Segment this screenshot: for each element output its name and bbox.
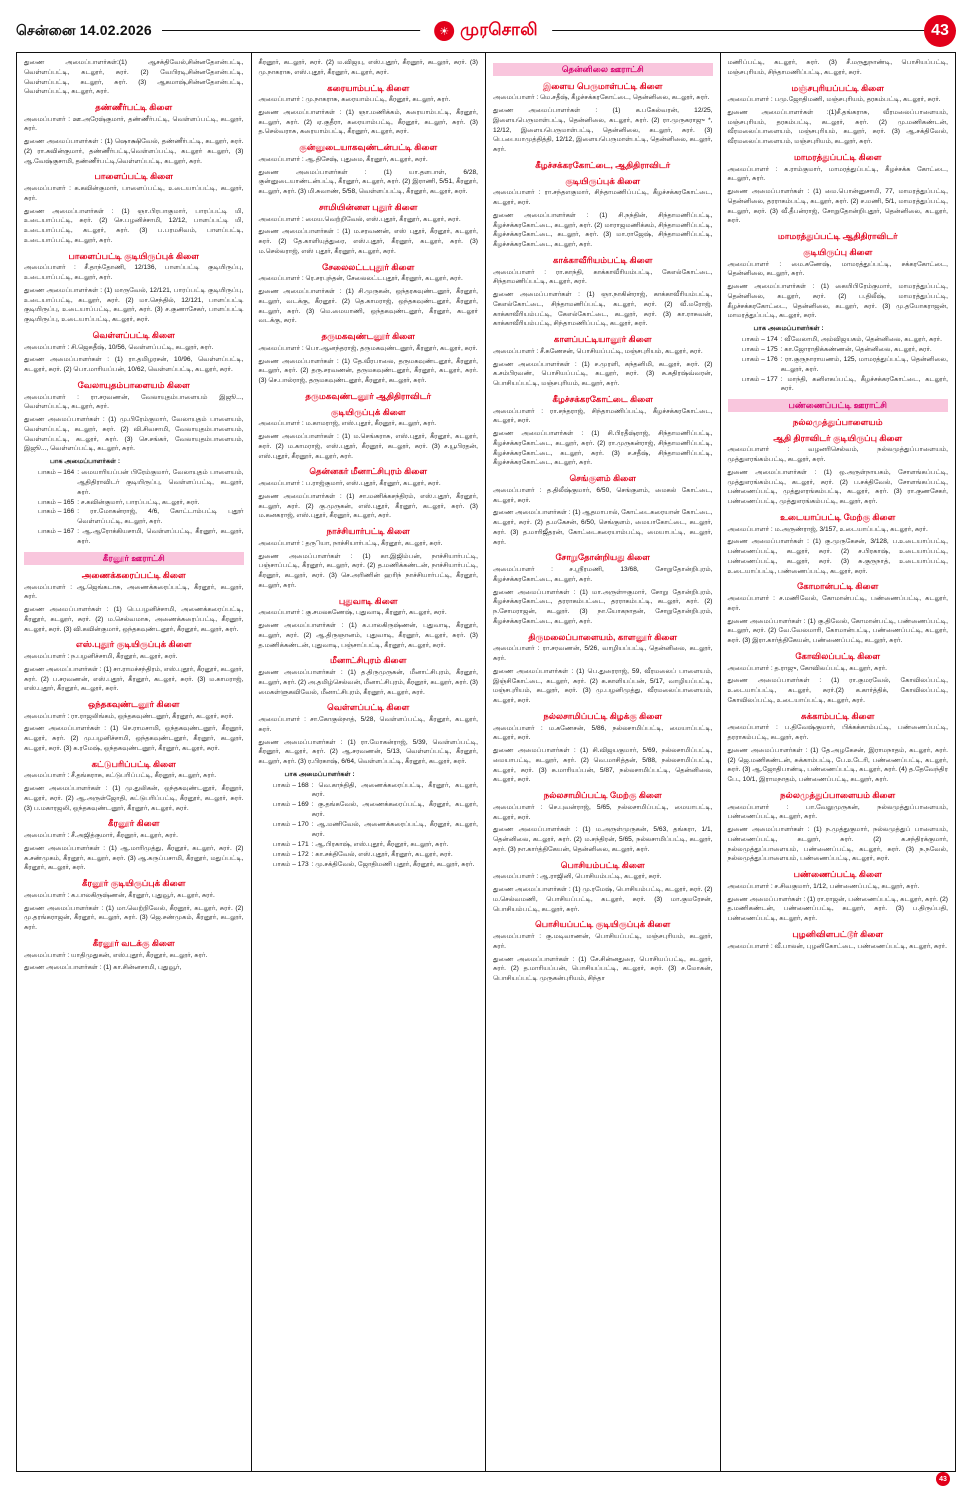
part-number: பாகம் – 173	[272, 860, 309, 868]
branch-heading: எஸ்.புதூர் குடியிருப்புக் கிளை	[76, 639, 192, 650]
branch-heading: சேலைலட்டபுதூர் கிளை	[322, 261, 415, 272]
branch-heading: பண்ணைப்பட்டி கிளை	[793, 869, 882, 880]
branch-heading: கோமான்பட்டி கிளை	[797, 581, 879, 592]
part-row	[24, 498, 244, 508]
branch-heading: வெள்ளப்பட்டி கிளை	[327, 702, 410, 713]
branch-heading: தருமகவுண்டனூர் ஆதிதிராவிடர்	[305, 390, 432, 401]
panchayat-heading: தென்னிலை ஊராட்சி	[493, 63, 713, 76]
part-text: : ரா.குருநாராயணம், 125, மாமரத்துப்பட்டி, தென்னிலை, கடலூர், சுரர்.	[780, 355, 948, 373]
part-row	[24, 527, 244, 547]
part-number: பாகம் – 167	[38, 528, 75, 536]
body-paragraph: துணை அமைப்பாளர்கள் : (1) சி.நந்தின், சிந்தாமணிப்பட்டி, கீழச்சக்கரகோட்டை, கடலூர், சுரர். (2) மாராஜமணிக்கம், சிந்தாமணிப்பட்டி, கீழச்சக்கரகோட்டை, கடலூர், சுரர். (3) மா.ராஜேஷ், சிந்தாமணிப்பட்டி, கீழச்சக்கரகோட்டை, கடலூர், சுரர்.	[493, 211, 713, 249]
body-paragraph: துணை அமைப்பாளர்கள் : (1) சி.பிரதீஷ்ராஜ், சிந்தாமணிப்பட்டி, கீழச்சக்கரகோட்டை, கடலூர், சுரர். (2) ரா.முருகன்ராஜ், சிந்தாமணிப்பட்டி, கீழச்சக்கரகோட்டை, கடலூர், சுரர். (3) ச.சதீஷ், சிந்தாமணிப்பட்டி, கீழச்சக்கரகோட்டை, கடலூர், சுரர்.	[493, 430, 713, 467]
paper-title: முரசொலி	[460, 20, 538, 39]
branch-heading: நல்லமுத்துப்பாளையம் கிளை	[780, 789, 896, 800]
body-paragraph: துணை அமைப்பாளர்கள் : (1) ரா.ராஜன், பண்ணைப்பட்டி, கடலூர், சுரர். (2) த.மணிகண்டன், பண்ணைப்பட்டி, கடலூர், சுரர். (3) ப.திருப்பதி, பண்ணைப்பட்டி, கடலூர், சுரர்.	[727, 895, 948, 923]
body-paragraph: துணை அமைப்பாளர்கள் : (1) மாருவேல், 12/121, பாரப்பட்டி குடியிருப்பு, உடையாப்பட்டி, கடலூர், சுரர். (2) மா.செந்தில், 12/121, பாளப்பட்டி குடியிருப்பு, உடையாப்பட்டி, கடலூர், சுரர். (3) ச.குணாசேகர், பாளப்பட்டி குடியிருப்பு, உடையாப்பட்டி, கடலூர், சுரர்.	[24, 286, 244, 324]
part-number: பாகம் – 168	[272, 781, 309, 789]
body-paragraph: துணை அமைப்பாளர்கள் : (1) ரா.குமரவேல், கோவிலப்பட்டி, உடையாப்பட்டி, கடலூர், சுரர்.(2) க.கார்த்திக், கோவிலப்பட்டி, கோவிலப்பட்டி, உடையாப்பட்டி, கடலூர், சுரர்.	[727, 677, 948, 704]
body-paragraph: அமைப்பாளர் : ம.அருண்ராஜ், 3/157, உடையாப்பட்டி, கடலூர், சுரர்.	[727, 525, 928, 533]
body-paragraph: துணை அமைப்பாளர்கள் : (1) ம.செங்கராசு, எஸ்.புதூர், கீரனூர், கடலூர், சுரர். (2) ம.காமராஜ், எஸ்.புதூர், கீரனூர், கடலூர், சுரர். (3) ச.யூபிரதன், எஸ்.புதூர், கீரனூர், கடலூர், சுரர்.	[258, 433, 478, 460]
part-list	[728, 335, 949, 394]
branch-heading: ஒந்தகவுண்டனூர் கிளை	[88, 699, 180, 709]
body-paragraph: துணை அமைப்பாளர்கள் : (1) கா.இஜிம்பன், நாச்சியார்பட்டி, பஞ்சாப்பட்டி, கீரனூர், கடலூர், சுரர். (2) த.மணிக்கண்டன், நாச்சியார்பட்டி, கீரனூர், கடலூர், சுரர். (3) செ.அரிணின் ஹரிந் நாச்சியார்பட்டி, கீரனூர், கடலூர், சுரர்.	[258, 552, 478, 589]
branch-heading: நாச்சியார்பட்டி கிளை	[326, 526, 410, 537]
part-text: : வெ.காந்திதி, அணைக்கரைப்பட்டி, கீரனூர், கடலூர், சுரர்.	[311, 781, 478, 799]
body-paragraph: கீரனூர், கடலூர், சுரர். (2) ம.விஜயு, எஸ்.புதூர், கீரனூர், கடலூர், சுரர். (3) மு.நாகராசு, எஸ்.புதூர், கீரனூர், கடலூர், சுரர்.	[258, 59, 478, 76]
branch-heading: குடியிருப்புக் கிளை	[565, 175, 641, 186]
body-paragraph: அமைப்பாளர் : ரா.காந்தி, காக்காவீரியம்பட்டி, கேஎல்கோட்டை, சிந்தாமணிப்பட்டி, கடலூர், சுரர்.	[493, 268, 713, 286]
body-paragraph: துணை அமைப்பாளர்கள் : (1) ஆதமாபால், கோட்டைகரையான் கோட்டை, கடலூர், சுரர். (2) த.மகேசன், 6/50, செங்குளம், மையாகோட்டை, கடலூர், சுரர். (3) த.மாரிஜீதரன், கோட்டைகரையாம்பட்டி, மையாபட்டி, கடலூர், சுரர்.	[493, 509, 713, 546]
body-paragraph: அமைப்பாளர் : ப.ராஜ்குமார், எஸ்.புதூர், கீரனூர், கடலூர், சுரர்.	[258, 480, 441, 488]
section-subheading: பாக அமைப்பாளர்கள் :	[753, 325, 824, 333]
body-paragraph: அமைப்பாளர் : பா.வேலுமுருகன், நல்லமுத்துப்பாளையம், பண்ணைப்பட்டி, கடலூர், சுரர்.	[727, 803, 948, 821]
body-paragraph: துணை அமைப்பாளர்கள் : (1) ஞா.மணிக்கம், கரையாம்பட்டி, கீரனூர், கடலூர், சுரர். (2) ஏ.குதீரா, கரையாம்பட்டி, கீரனூர், கடலூர், சுரர். (3) த.செல்வராசு, கரையாம்பட்டி, கீரனூர், கடலூர், சுரர்.	[258, 108, 478, 136]
body-paragraph: துணை அமைப்பாளர்கள் : (1) ம.அருள்முருகன், 5/63, தங்கரா, 1/1, தென்னிலை, கடலூர், சுரர். (2) ம.சந்திரன், 5/65, நல்லசாமிப்பட்டி, கடலூர், சுரர். (3) நா.கார்த்திகேயன், தென்னிலை, கடலூர், சுரர்.	[493, 826, 713, 853]
footer-page-number: 43	[936, 1472, 950, 1486]
branch-heading: தருமகவுண்டனூர் கிளை	[321, 331, 416, 342]
branch-heading: பாளைப்பட்டி கிளை	[94, 171, 174, 182]
part-text: : கா.சக்திவேல், எஸ்.புதூர், கீரனூர், கடலூர், சுரர்.	[311, 850, 453, 858]
part-row	[728, 335, 949, 345]
body-paragraph: அமைப்பாளர் : கு.மடிவாணன், பொசியப்பட்டி, மஞ்சபுரியம், கடலூர், சுரர்.	[493, 933, 713, 950]
body-paragraph: துணை அமைப்பாளர்கள் : (1) சி.விஜயகுமார், 5/69, நல்லசாமிப்பட்டி, மையாபட்டி, கடலூர், சுரர். (2) வெ.மாசித்தன், 5/88, நல்லசாமிப்பட்டி, கடலூர், சுரர். (3) சு.மாரியப்பன், 5/87, நல்லசாமிப்பட்டி, தென்னிலை, கடலூர், சுரர்.	[493, 747, 713, 784]
branch-heading: சுக்காம்பட்டி கிளை	[801, 710, 875, 721]
part-text: : கா.ஜோராதிக்கண்ணன், தென்னிலை, கடலூர், சுரர்.	[780, 345, 932, 353]
part-text: : ஆ.பிரகாஷ், எஸ்.புதூர், கீரனூர், கடலூர், சுரர்.	[311, 840, 449, 848]
body-paragraph: அமைப்பாளர் : க.பாலகிருஷ்ணன், கீரனூர், புதுவூர், கடலூர், சுரர்.	[24, 891, 215, 899]
body-paragraph: அமைப்பாளர் : சீ.தாந்தோணி, 12/136, பாளப்பட்டி குடியிருப்பு, உடையாப்பட்டி, கடலூர், சுரர்.	[24, 264, 244, 282]
body-paragraph: துணை அமைப்பாளர்கள் : (1) க.பகேல்வரன், 12/25, இளையபெருமாள்பட்டி, தென்னிலை, கடலூர், சுரர். (2) ரா.முருகராஜு *, 12/12, இளையபெருமாள்பட்டி, தென்னிலை, கடலூர், சுரர். (3) பெ.பையாமுத்தித்தி, 12/12, இளையபெருமாள்பட்டி, தென்னிலை, கடலூர், சுரர்.	[493, 107, 713, 154]
body-paragraph: அமைப்பாளர் : ஆ.ஜெங்கடாசு, அணைக்கரைப்பட்டி, கீரனூர், கடலூர், சுரர்.	[24, 583, 244, 601]
branch-heading: மஞ்சபுரியப்பட்டி கிளை	[791, 82, 885, 93]
body-paragraph: அமைப்பாளர் : வீ.பாலன், புழனிகோட்டை, பண்ணைப்பட்டி, கடலூர், சுரர்.	[727, 942, 947, 950]
body-paragraph: துணை அமைப்பாளர்கள் : (1) ந.முத்துகுமார், நல்லமுத்துப் பாளையம், பண்ணைப்பட்டி, கடலூர், சுரர். (2) க.சந்திரக்குமார், நல்லமுத்துப்பாளையம், பண்ணைப்பட்டி, கடலூர், சுரர். (3) ந.நவேல், நல்லமுத்துப்பாளையம், பண்ணைப்பட்டி, கடலூர், சுரர்.	[727, 826, 948, 863]
article-columns	[16, 52, 956, 1472]
body-paragraph: துணை அமைப்பாளர்கள் : (1) கு.திவேல், கோமான்பட்டி, பண்ணைப்பட்டி, கடலூர், சுரர். (2) வே.வேலமாரி, கோமான்பட்டி, பண்ணைப்பட்டி, கடலூர், சுரர். (3) இரா.கார்த்திகேயன், பண்ணைப்பட்டி, கடலூர், சுரர்.	[727, 617, 948, 645]
body-paragraph: துணை அமைப்பாளர்கள் : (1) செ.ராமசாமி, ஒந்தகவுண்டனூர், கீரனூர், கடலூர், சுரர். (2) மு.பழனிச்சாமி, ஒந்தகவுண்டனூர், கீரனூர், கடலூர், கடலூர், சுரர். (3) க.ரமேஷ், ஒந்தகவுண்டனூர், கீரனூர், கடலூர், சுரர்.	[24, 725, 244, 752]
branch-heading: பொசியம்பட்டி கிளை	[560, 859, 645, 870]
body-paragraph: அமைப்பாளர் : ரெ.சரபுந்தன், சேலைலட்டபுதூர், கீரனூர், கடலூர், சுரர்.	[258, 275, 463, 283]
page-number-badge: 43	[924, 15, 956, 47]
body-paragraph: துணை அமைப்பாளர்கள் : (1) ரா.தமிழரசன், 10/96, வெள்ளப்பட்டி, கடலூர், சுரர். (2) பொ.மாரியப்பன், 10/62, வெள்ளப்பட்டி, கடலூர், சுரர்.	[24, 356, 244, 374]
branch-heading: உடையாப்பட்டி மேற்கு கிளை	[780, 511, 896, 522]
branch-heading: வெள்ளப்பட்டி கிளை	[92, 329, 175, 340]
body-paragraph: அமைப்பாளர் : சி.ஜெகதீஷ், 10/56, வெள்ளப்பட்டி, கடலூர், சுரர்.	[24, 343, 214, 351]
body-paragraph: துணை அமைப்பாளர்கள் : (1) ஞா.பிரபாகுமார், பாரப்பட்டி மி, உடையாப்பட்டி, சுரர். (2) செ.பழனிச்சாமி, 12/12, பாளப்பட்டி மி, உடையாப்பட்டி, கடலூர், சுரர். (3) ப.பரமசிவம், பாளப்பட்டி, உடையாப்பட்டி, கடலூர், சுரர்.	[24, 207, 244, 244]
branch-heading: சாமியின்னள புதூர் கிளை	[318, 201, 418, 212]
body-paragraph: துணை அமைப்பாளர்கள் : (1) பெ.பழனிச்சாமி, அணைக்கரைப்பட்டி, கீரனூர், கடலூர், சுரர். (2) ம.செல்வமாசு, அணைக்கரைப்பட்டி, கீரனூர், கடலூர், சுரர். (3) வி.கவின்குமார், ஒந்தகவுண்டனூர், கீரனூர், கடலூர், சுரர்.	[24, 606, 244, 633]
branch-heading: நல்லசாமிப்பட்டி கிழக்கு கிளை	[543, 710, 663, 721]
part-text: : ஆ.மணிவேல், அணைக்கரைப்பட்டி, கீரனூர், கடலூர், சுரர்.	[311, 821, 478, 839]
branch-heading: புழனிவிளபட்டூர் கிளை	[792, 928, 884, 939]
part-row	[728, 345, 949, 355]
part-text: : மு.சக்திவேல், ஜோதிமணி புதூர், கீரனூர், கடலூர், சுரர்.	[311, 860, 475, 868]
body-paragraph: துணை அமைப்பாளர்கள் : (1) மா.வெற்றிவேல், கீரனூர், கடலூர், சுரர். (2) மு.தரங்கராஜன், கீரனூர், கடலூர், சுரர். (3) ஜெ.சண்முகம், கீரனூர், கடலூர், சுரர்.	[24, 904, 244, 932]
branch-heading: திருமலைப்பாளையம், காளனூர் கிளை	[528, 631, 678, 642]
part-row	[259, 840, 479, 850]
body-paragraph: அமைப்பாளர் : பொ.ஆனந்தராஜ், தருமகவுண்டனூர், கீரனூர், கடலூர், சுரர்.	[258, 344, 478, 352]
body-paragraph: அமைப்பாளர் : ஆ.ராஜினி, பொசியம்பட்டி, கடலூர், சுரர்.	[493, 873, 662, 881]
body-paragraph: துணை அமைப்பாளர்கள் : (1) தே.அழகேசன், இராமநாதம், கடலூர், சுரர். (2) ஜெ.மணிகண்டன், சுக்காம்பட்டி, பே.உடேரி, பண்ணைப்பட்டி, கடலூர், சுரர். (3) ஆ.ஜோதிபாண்டி, பண்ணைப்பட்டி, கடலூர், சுரர். (4) த.தேவேந்திர பே., 10/1, இராமநாதம், பண்ணைப்பட்டி, கடலூர், சுரர்.	[727, 746, 948, 784]
body-paragraph: துணை அமைப்பாளர்கள் : (1) சி.முருகன், ஒந்தரகவுண்டனூர், கீரனூர், கடலூர், வடக்கு, கீரனூர். (2) தெ.காமராஜ், ஒந்தகவுண்டனூர், கீரனூர், கடலூர், சுரர். (3) மெ.மையாணி, ஒந்தகவுண்டனூர், கீரனூர், கடலூர் வடக்கு, சுரர்.	[258, 288, 478, 325]
body-paragraph: துணை அமைப்பாளர்கள் : (1) ம.சரவணன், எஸ் புதூர், கீரனூர், கடலூர், சுரர். (2) தே.காளியுத்துரை, எஸ்.புதூர், கீரனூர், கடலூர், சுரர். (3) ம.செல்லராஜ், எஸ் புதூர், கீரனூர், கடலூர், சுரர்.	[258, 228, 478, 255]
body-paragraph: துணை அமைப்பாளர்கள் : (1) யா.தளபாள், 6/28, குன்னுடையாண்டன்பட்டி, கீரனூர், கடலூர், சுரர். (2) இராணி, 5/51, கீரனூர், கடலூர், சுரர். (3) மி.சுவாண், 5/58, வெள்ளப்பட்டி, கீரனூர், கடலூர், சுரர்.	[258, 168, 478, 196]
branch-heading: இளைய பெருமாள்பட்டி கிளை	[542, 80, 663, 91]
part-row	[24, 507, 244, 527]
part-text: : ச.கவின்குமார், பாரப்பட்டி, கடலூர், சுரர்.	[77, 498, 200, 506]
body-paragraph: அமைப்பாளர் : வழனரிசெல்வம், நல்லமுத்துப்பாளையம், முத்துஎரங்கம்பட்டி, கடலூர், சுரர்.	[727, 446, 948, 464]
article-column	[252, 53, 487, 1471]
body-paragraph: துணை அமைப்பாளர்கள் : (1) ரா.மோகன்ராஜ், 5/39, வெள்ளப்பட்டி, கீரனூர், கடலூர், சுரர். (2) ஆ.சரவணன், 5/13, வெள்ளப்பட்டி, கீரனூர், கடலூர், சுரர். (3) ர.பிரகாஷ், 6/64, வெள்ளப்பட்டி, கீரனூர், கடலூர், சுரர்.	[258, 738, 478, 766]
section-subheading: பாக அமைப்பாளர்கள் :	[50, 458, 121, 466]
body-paragraph: அமைப்பாளர் : மைய.வெற்றிவேல், எஸ்.புதூர், கீரனூர், கடலூர், சுரர்.	[258, 215, 461, 223]
part-row	[728, 375, 949, 395]
part-number: பாகம் – 164	[38, 468, 75, 476]
section-subheading: பாக அமைப்பாளர்கள் :	[284, 770, 355, 778]
body-paragraph: துணை அமைப்பாளர்கள் : (1) கா.சின்னசாமி, புதுவூர்,	[24, 964, 182, 972]
body-paragraph: அமைப்பாளர் : சா.கோகுல்நாத், 5/28, வெள்ளப்பட்டி, கீரனூர், கடலூர், சுரர்.	[258, 716, 478, 733]
body-paragraph: துணை அமைப்பாளர்கள் : (1) க.பாலகிருஷ்ணன், புதுவாடி, கீரனூர், கடலூர், சுரர். (2) ஆ.திருஞானம், புதுவாடி, கீரனூர், கடலூர், சுரர். (3) த.மணிக்கண்டன், புதுவாடி, பஞ்சாப்பட்டி, கீரனூர், கடலூர், சுரர்.	[258, 622, 478, 649]
part-row	[728, 355, 949, 375]
body-paragraph: துணை அமைப்பாளர்கள் : (1) சா.மணிக்கசந்திரம், எஸ்.புதூர், கீரனூர், கடலூர், சுரர். (2) கு.முருகன், எஸ்.புதூர், கீரனூர், கடலூர், சுரர். (3) ம.கனகராஜ், எஸ்.புதூர், கீரனூர், கடலூர், சுரர்.	[258, 492, 478, 520]
part-text: : வீவேலாமி, அம்விஜயகம், தென்னிலை, கடலூர், சுரர்.	[780, 335, 942, 343]
body-paragraph: அமைப்பாளர் : ம.காமராஜ், எஸ்.புதூர், கீரனூர், கடலூர், சுரர்.	[258, 420, 437, 428]
body-paragraph: துணை அமைப்பாளர்கள் : (1) மு.பிரேம்குமார், வேலாயுதம் பாளையம், வெள்ளப்பட்டி, கடலூர், சுரர். (2) வி.சிவசாமி, வேலாயுதம்பாளையம், வெள்ளப்பட்டி, கடலூர், சுரர். (3) செ.சங்கர், வேலாயுதம்பாளையம், இஜூ..., வெள்ளப்பட்டி, கடலூர், சுரர்.	[24, 416, 244, 453]
body-paragraph: அமைப்பாளர் : மு.நாகராசு, கரையாம்பட்டி, கீரனூர், கடலூர், சுரர்.	[258, 96, 451, 104]
part-number: பாகம் – 171	[272, 840, 309, 848]
body-paragraph: அமைப்பாளர் : ச.மணிவேல், கோமான்பட்டி, பண்ணைப்பட்டி, கடலூர், சுரர்.	[727, 595, 948, 612]
body-paragraph: அமைப்பாளர் : த.ராஜு, கோவிலப்பட்டி, கடலூர், சுரர்.	[727, 664, 888, 672]
panchayat-heading: கீரனூர் ஊராட்சி	[24, 552, 244, 565]
article-column	[486, 53, 721, 1471]
branch-heading: நல்லசாமிப்பட்டி மேற்கு கிளை	[543, 790, 662, 801]
body-paragraph: துணை அமைப்பாளர்கள் : (1) ஷொக்ஷிவேல், தண்ணீர்பட்டி, கடலூர், சுரர். (2) ரா.கவின்குமார், தண்ணீர்பட்டி,வெள்ளப்பட்டி, கடலூர் கடலூர், (3) ஆ.வேஷ்குசாமி, தண்ணீர்பட்டி,வெள்ளப்பட்டி, கடலூர், சுரர்.	[24, 138, 244, 165]
part-number: பாகம் – 166	[38, 508, 75, 516]
body-paragraph: துணை அமைப்பாளர்கள் : (1) பெ.துரைராஜ், 59, வீரமலைப் பாளையம், இஞ்சிகோட்டை, கடலூர், சுரர். (2) க.காளியப்பன், 5/17, வாழியப்பட்டி, மஞ்சபுரியம், கடலூர், சுரர். (3) மு.பழனிமுத்து, வீரமலைப்பாளையம், கடலூர், சுரர்.	[493, 667, 713, 705]
branch-heading: காக்காவீரியம்பட்டி கிளை	[552, 254, 653, 265]
branch-heading: கீரனூர் வடக்கு கிளை	[92, 937, 175, 948]
panchayat-heading: பண்ணைப்பட்டி ஊராட்சி	[728, 399, 949, 412]
body-paragraph: அமைப்பாளர் : ரா.சந்தராஜ், சிந்தாமணிப்பட்டி, கீழச்சக்கரகோட்டை, கடலூர், சுரர்.	[493, 407, 713, 425]
part-number: பாகம் – 172	[272, 850, 309, 858]
body-paragraph: அமைப்பாளர் : ந.பழனிச்சாமி, கீரனூர், கடலூர், சுரர்.	[24, 653, 178, 660]
body-paragraph: துணை அமைப்பாளர்கள் : (1) ஆ.மாரிமுத்து, கீரனூர், கடலூர், சுரர். (2) சு.சண்முகம், கீரனூர், கடலூர், சுரர். (3) ஆ.கருப்பசாமி, கீரனூர், மதுப்பட்டி, கீரனூர், கடலூர், சுரர்.	[24, 844, 244, 872]
body-paragraph: துணை அமைப்பாளர்கள் : (1) கையிபிரேம்குமார், மாமரத்துப்பட்டி, தென்னிலை, கடலூர், சுரர். (2) ப.திலீஷ், மாமரத்துப்பட்டி, கீழச்சக்கரகோட்டை, தென்னிலை, கடலூர், சுரர். (3) மு.தயோகராஜன், மாமரத்துப்பட்டி, கடலூர், சுரர்.	[727, 283, 948, 320]
body-paragraph: அமைப்பாளர் : ஊ.அரேஷ்குமார், தண்ணீர்பட்டி, வெள்ளப்பட்டி, கடலூர், சுரர்.	[24, 115, 244, 133]
body-paragraph: அமைப்பாளர் : மெ.சதீஷ், கீழச்சக்கரகோட்டை, தென்னிலை, கடலூர், சுரர்.	[493, 94, 710, 102]
part-row	[259, 781, 479, 801]
masthead	[16, 14, 956, 48]
body-paragraph: துணை அமைப்பாளர்கள் : (1) சா.ராமச்சந்திரம், எஸ்.புதூர், கீரனூர், கடலூர், சுரர். (2) ப.சரவணன், எஸ்.புதூர், கீரனூர், கடலூர், சுரர். (3) ம.காமராஜ், எஸ்.புதூர், கீரனூர், கடலூர், சுரர்.	[24, 665, 244, 693]
body-paragraph: அமைப்பாளர் : ரா.சரவணன், வேலாயுதம்பாளையம் இஜூ..., வெள்ளப்பட்டி, கடலூர், சுரர்.	[24, 393, 244, 411]
masthead-logo-group	[420, 20, 552, 42]
part-number: பாகம் – 174	[741, 335, 778, 343]
body-paragraph: துணை அமைப்பாளர்கள் : (1) மு.ரமேஷ், பொசியம்பட்டி, கடலூர், சுரர். (2) ம.செல்வமணி, பொசியப்பட்டி, கடலூர், சுரர். (3) மா.குமரேசன், பொசியம்பட்டி, கடலூர், சுரர்.	[493, 886, 713, 913]
part-row	[259, 820, 479, 840]
part-number: பாகம் – 175	[741, 345, 778, 353]
part-number: பாகம் – 165	[38, 498, 75, 506]
body-paragraph: அமைப்பாளர் : ப.திவேஷ்குமார், பிக்கக்காம்பட்டி, பண்ணைப்பட்டி, தரராகம்பட்டி, கடலூர், சுரர்.	[727, 724, 948, 742]
body-paragraph: அமைப்பாளர் : செ.புவன்ராஜ், 5/65, நல்லசாமிப்பட்டி, மையாபட்டி, கடலூர், சுரர்.	[493, 803, 713, 821]
body-paragraph: துணை அமைப்பாளர்கள்:(1) ஆசக்திவேல்,சின்னதேஎன்பட்டி, வெள்ளப்பட்டி, கடலூர், சுரர். (2) வேபிரடி,சின்னதேஎன்பட்டி, வெள்ளப்பட்டி, கடலூர், சுரர். (3) ஆகமாஷ்,சின்னதேஎன்பட்டி, வெள்ளப்பட்டி, கடலூர், சுரர்.	[24, 59, 244, 96]
body-paragraph: அமைப்பாளர் : சீ.தங்கராசு, கட்டுபரிப்பட்டி, கீரனூர், கடலூர், சுரர்.	[24, 772, 217, 780]
part-number: பாகம் – 176	[741, 355, 778, 363]
body-paragraph: அமைப்பாளர் : ரா.சரவணன், 5/26, வாழியப்பட்டி, தென்னிலை, கடலூர், சுரர்.	[493, 645, 713, 663]
part-number: பாகம் – 170	[272, 821, 309, 829]
part-list	[259, 781, 479, 870]
body-paragraph: மணிப்பட்டி, கடலூர், சுரர். (3) சீ.மருதுநாண்டி, பொசியப்பட்டி, மஞ்சபுரியம், சிந்தாமணிப்பட்டி, கடலூர், சுரர்.	[727, 59, 948, 76]
branch-heading: கீரனூர் குடியிருப்புக் கிளை	[82, 878, 186, 889]
part-text: : ரா.மோகன்ராஜ், 4/6, கோட்டாம்பட்டி புதூர் வெள்ளப்பட்டி, கடலூர், சுரர்.	[77, 508, 244, 526]
body-paragraph: அமைப்பாளர் : ச.சிவகுமார், 1/12, பண்ணைப்பட்டி, கடலூர், சுரர்.	[727, 882, 920, 890]
branch-heading: சோறுதோன்றியது கிளை	[555, 552, 651, 563]
branch-heading: புதுவாடி கிளை	[338, 595, 398, 606]
part-text: : ஆ.ஆரோக்கியசாமி, வெள்ளப்பட்டி, கீரனூர், கடலூர், சுரர்.	[77, 528, 244, 546]
body-paragraph: துணை அமைப்பாளர்கள் : (1) கு.முருகேசன், 3/128, ப.உடையாப்பட்டி, பண்ணைப்பட்டி, கடலூர், சுரர். (2) ச.பிரகாஷ், உடையாப்பட்டி, பண்ணைப்பட்டி, கடலூர், சுரர். (3) சு.குருநாத், உடையாப்பட்டி, உடையாப்பட்டி, பண்ணைப்பட்டி, கடலூர், சுரர்.	[727, 538, 948, 575]
body-paragraph: துணை அமைப்பாளர்கள் : (1) ச.முரளி, கந்தனிமி, கடலூர், சுரர். (2) க.சம்பிரவண், பொசியப்பட்டி, கடலூர், சுரர். (3) சு.கதிரஷ்வ்வரன், பொசியப்பட்டி, மஞ்சபுரியம், கடலூர், சுரர்.	[493, 360, 713, 388]
branch-heading: வேலாயுதம்பாளையம் கிளை	[77, 379, 190, 390]
branch-heading: தண்ணீர்பட்டி கிளை	[95, 102, 173, 112]
branch-heading: கோவிலப்பட்டி கிளை	[795, 650, 881, 661]
part-number: பாகம் – 177	[741, 375, 778, 383]
body-paragraph: அமைப்பாளர் : த.திலீஷ்குமார், 6/50, செங்குளம், மைகல் கோட்டை, கடலூர், சுரர்.	[493, 486, 713, 504]
article-column	[721, 53, 956, 1471]
body-paragraph: துணை அமைப்பாளர்கள் : (1) சே.சின்னதுரை, பொசியப்பட்டி, கடலூர், சுரர். (2) த.மாரியப்பன், பொசியப்பட்டி, கடலூர், சுரர். (3) ச.மோகன், பொசியப்பட்டி முருகன்புரியம், சிந்தா	[493, 955, 713, 983]
body-paragraph: துணை அமைப்பாளர்கள் :(1)சீ.தங்கராசு, வீரமலைப்பாளையம், மஞ்சபுரியம், தரகம்பட்டி, கடலூர், சுரர். (2) மு.மணிகண்டன், வீரமலைப்பாளையம், மஞ்சபுரியம், கடலூர், சுரர். (3) ஆ.சக்திவேல், வீரமலைப்பாளையம், மஞ்சபுரியம், கடலூர், சுரர்.	[727, 108, 948, 146]
branch-heading: கீரனூர் கிளை	[107, 818, 160, 829]
body-paragraph: துணை அமைப்பாளர்கள் : (1) ஞா.நாகின்ராஜ், காக்காவீரியம்பட்டி, கேஎல்கோட்டை, சிந்தாமணிப்பட்டி, கடலூர், சுரர். (2) வீ.மரோஜ், காக்காவீரியம்பட்டி, கேஎல்கோட்டை, கடலூர், சுரர். (3) கா.ராசுவன், காக்காவீரியம்பட்டி, சிந்தாமணிப்பட்டி, கடலூர், சுரர்.	[493, 291, 713, 328]
branch-heading: குடியிருப்பு கிளை	[803, 246, 873, 257]
masthead-date: சென்னை 14.02.2026	[16, 22, 162, 41]
branch-heading: கரையாம்பட்டி கிளை	[327, 82, 410, 93]
branch-heading: மாமரத்துப்பட்டி ஆதிதிராவிடர்	[777, 231, 898, 242]
body-paragraph: அமைப்பாளர் : தருியா, நாச்சியார்பட்டி, கீரனூர், கடலூர், சுரர்.	[258, 539, 443, 547]
body-paragraph: அமைப்பாளர் : சீ.கணேசன், பொசியப்பட்டி, மஞ்சபுரியம், கடலூர், சுரர்.	[493, 347, 703, 355]
body-paragraph: அமைப்பாளர் : க.ராம்குமார், மாமரத்துப்பட்டி, கீழச்சக்க கோட்டை, கடலூர், சுரர்.	[727, 165, 948, 183]
article-column	[17, 53, 252, 1471]
body-paragraph: துணை அமைப்பாளர்கள் : (1) மை.பொன்னுசாமி, 77, மாமரத்துப்பட்டி, தென்னிலை, தரராகம்பட்டி, கடலூர், சுரர். (2) ச.மணி, 5/1, மாமரத்துப்பட்டி, கடலூர், சுரர். (3) வீ.தீபன்ராஜ், சோறுதோன்றிபுதூர், தென்னிலை, கடலூர், சுரர்.	[727, 188, 948, 225]
body-paragraph: அமைப்பாளர் : ஆ.திசேஷ், புதுமை, கீரனூர், கடலூர், சுரர்.	[258, 155, 428, 163]
branch-heading: பாளைப்பட்டி குடியிருப்புக் கிளை	[68, 250, 199, 261]
branch-heading: ஆதி திராவிடர் குடியிருப்பு கிளை	[773, 432, 903, 443]
branch-heading: குடியிருப்புக் கிளை	[330, 406, 406, 417]
sun-logo-icon: ☀	[434, 21, 454, 41]
branch-heading: கீழச்சக்கரகோட்டை கிளை	[552, 393, 654, 404]
branch-heading: மீனாட்சிபுரம் கிளை	[330, 655, 407, 666]
part-row	[259, 850, 479, 860]
branch-heading: நல்லமுத்துப்பாளையம்	[792, 417, 883, 428]
branch-heading: குன்னுடையாகவுண்டன்பட்டி கிளை	[299, 142, 438, 153]
part-row	[24, 468, 244, 498]
branch-heading: மாமரத்துப்பட்டி கிளை	[793, 151, 882, 162]
body-paragraph: அமைப்பாளர் : யாதிமுதுகன், எஸ்.புதூர், கீரனூர், கடலூர், சுரர்.	[24, 951, 208, 959]
part-text: : கு.தங்கவேல், அணைக்கரைப்பட்டி, கீரனூர், கடலூர், சுரர்.	[311, 801, 478, 819]
body-paragraph: துணை அமைப்பாளர்கள் : (1) தே.வீரபாலை, தருமகவுண்டனூர், கீரனூர், கடலூர், சுரர். (2) தரு.சரவணன், தருமகவுண்டனூர், கீரனூர், கடலூர், சுரர். (3) செ.பால்ராஜ், தருமகவுண்டனூர், கீரனூர், கடலூர், சுரர்.	[258, 357, 478, 385]
branch-heading: அணைக்கரைப்பட்டி கிளை	[81, 569, 186, 580]
part-list	[24, 468, 244, 547]
body-paragraph: அமைப்பாளர் : மை.கணேஷ், மாமரத்துப்பட்டி, சக்கரகோட்டை, தென்னிலை, கடலூர், சுரர்.	[727, 260, 948, 278]
body-paragraph: துணை அமைப்பாளர்கள் : (1) த.திருமுருகன், மீனாட்சிபுரம், கீரனூர், கடலூர், சுரர். (2) அ.தமிழ்செல்வன், மீனாட்சிபுரம், கீரனூர், கடலூர், சுரர். (3) மைகள்ளுகவிவேல், மீனாட்சிபுரம், கீரனூர், கடலூர், சுரர்.	[258, 669, 478, 696]
body-paragraph: துணை அமைப்பாளர்கள் : (1) மா.அருள்ஈகுமார், சோறு தோன்றிபுரம், கீழச்சக்கரகோட்டை, தரராகம்பட்டை, தரராகம்பட்டி, கடலூர், சுரர். (2) ந.சோமராஜன், கடலூர். (3) நா.யோகநாதன், சோறுதோன்றிபுரம், கீழச்சக்கரகோட்டை, கடலூர், சுரர்.	[493, 588, 713, 625]
part-row	[259, 860, 479, 870]
branch-heading: செங்குளம் கிளை	[569, 473, 637, 484]
branch-heading: கட்டுபரிப்பட்டி கிளை	[91, 758, 176, 769]
body-paragraph: துணை அமைப்பாளர்கள் : (1) மு.துலிகன், ஒந்தகவுண்டனூர், கீரனூர், கடலூர், சுரர். (2) ஆ.அருள்ஜோதி, கட்டுபரிப்பட்டி, கீரனூர், கடலூர், சுரர். (3) ப.மகாரஜலி, ஒந்தகவுண்டனூர், கீரனூர், கடலூர், சுரர்.	[24, 785, 244, 812]
body-paragraph: அமைப்பாளர் : ரா.சந்தஎகுமார், சிந்தாமணிப்பட்டி, கீழச்சக்கரகோட்டை, கடலூர், சுரர்.	[493, 189, 713, 207]
body-paragraph: அமைப்பாளர் : பமு.ஜோதிமணி, மஞ்சபுரியம், தரகம்பட்டி, கடலூர், சுரர்.	[727, 96, 941, 104]
branch-heading: கீழச்சக்கரகோட்டை, ஆதிதிராவிடர்	[535, 159, 671, 170]
branch-heading: காளப்பட்டியானூர் கிளை	[553, 334, 652, 345]
body-paragraph: அமைப்பாளர் : ம.கணேசன், 5/86, நல்லசாமிப்பட்டி, மையாப்பட்டி, கடலூர், சுரர்.	[493, 724, 713, 742]
body-paragraph: அமைப்பாளர் : க.கவின்குமார், பாளைப்பட்டி, உடையாப்பட்டி, கடலூர், சுரர்.	[24, 185, 244, 202]
part-number: பாகம் – 169	[272, 801, 309, 809]
body-paragraph: அமைப்பாளர் : ச.ஸ்ரீரமணி, 13/68, சோறுதோன்றிபுரம், கீழச்சக்கரகோட்டை, கடலூர், சுரர்.	[493, 566, 713, 583]
branch-heading: தென்னகர் மீனாட்சிபுரம் கிளை	[309, 466, 428, 477]
body-paragraph: அமைப்பாளர் : ரா.ராஜலிங்கம், ஒந்தகவுண்டனூர், கீரனூர், கடலூர், சுரர்.	[24, 712, 234, 720]
body-paragraph: துணை அமைப்பாளர்கள் : (1) ஒ.அருள்நாயகம், சோளங்கப்பட்டி, முத்துஎரங்கம்பட்டி, கடலூர், சுரர். (2) ப.சக்திவேல், சோளங்கப்பட்டி, பண்ணைப்பட்டி, முத்துஎரங்கம்பட்டி, கடலூர், சுரர். (3) ரா.குணசேகர், பண்ணைப்பட்டி, முத்துஎரங்கம்பட்டி, கடலூர், சுரர்.	[727, 468, 948, 506]
body-paragraph: அமைப்பாளர் : சீ.அஜித்குமார், கீரனூர், கடலூர், சுரர்.	[24, 832, 178, 840]
branch-heading: பொசியப்பட்டி குடியிருப்புக் கிளை	[535, 919, 671, 930]
part-text: : மாந்தி, கனிஎகப்பட்டி, கீழச்சக்கரகோட்டை, கடலூர், சுரர்.	[780, 375, 948, 393]
body-paragraph: அமைப்பாளர் : கு.சமலகணேஷ், புதுவாடி, கீரனூர், கடலூர், சுரர்.	[258, 609, 447, 617]
part-row	[259, 800, 479, 820]
part-text: : மையாரியப்பன் பிரேம்குமார், வேலாயுதம் பாளையம், ஆதிதிராவிடர் குடியிருப்பு, வெள்ளப்பட்டி, கடலூர், சுரர்.	[77, 468, 244, 496]
